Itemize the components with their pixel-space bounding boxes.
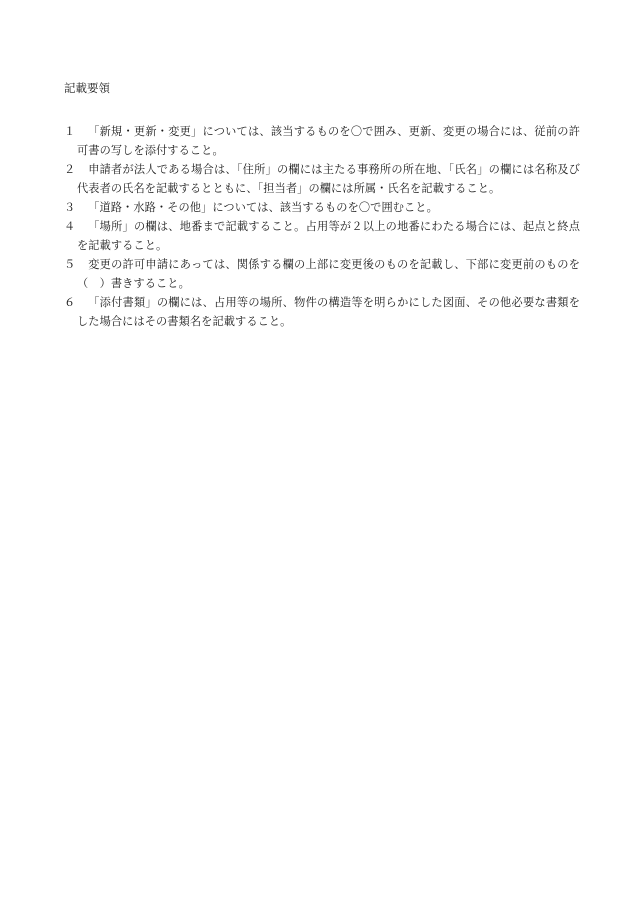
item-number: ４ xyxy=(64,220,76,233)
instruction-item-2 xyxy=(64,160,580,198)
instruction-item-6 xyxy=(64,293,580,331)
item-text: 変更の許可申請にあっては、関係する欄の上部に変更後のものを記載し、下部に変更前のものを（ ）書きすること。 xyxy=(77,258,580,290)
item-text: 「新規・更新・変更」については、該当するものを〇で囲み、更新、変更の場合には、従前の許可書の写しを添付すること。 xyxy=(77,125,580,157)
item-text: 「道路・水路・その他」については、該当するものを〇で囲むこと。 xyxy=(88,201,438,214)
instruction-item-5 xyxy=(64,255,580,293)
item-text: 申請者が法人である場合は、「住所」の欄には主たる事務所の所在地、「氏名」の欄には名称及び代表者の氏名を記載するとともに、「担当者」の欄には所属・氏名を記載すること。 xyxy=(77,163,580,195)
item-text: 「添付書類」の欄には、占用等の場所、物件の構造等を明らかにした図面、その他必要な書類をした場合にはその書類名を記載すること。 xyxy=(77,296,580,328)
item-number: ３ xyxy=(64,201,76,214)
item-number: １ xyxy=(64,125,76,138)
item-text: 「場所」の欄は、地番まで記載すること。占用等が２以上の地番にわたる場合には、起点と終点を記載すること。 xyxy=(77,220,580,252)
item-number: ５ xyxy=(64,258,76,271)
document-title: 記載要領 xyxy=(64,81,110,95)
instruction-item-1 xyxy=(64,122,580,160)
instruction-list xyxy=(64,122,580,331)
item-number: ６ xyxy=(64,296,76,309)
instruction-item-4 xyxy=(64,217,580,255)
instruction-item-3 xyxy=(64,198,580,217)
item-number: ２ xyxy=(64,163,76,176)
